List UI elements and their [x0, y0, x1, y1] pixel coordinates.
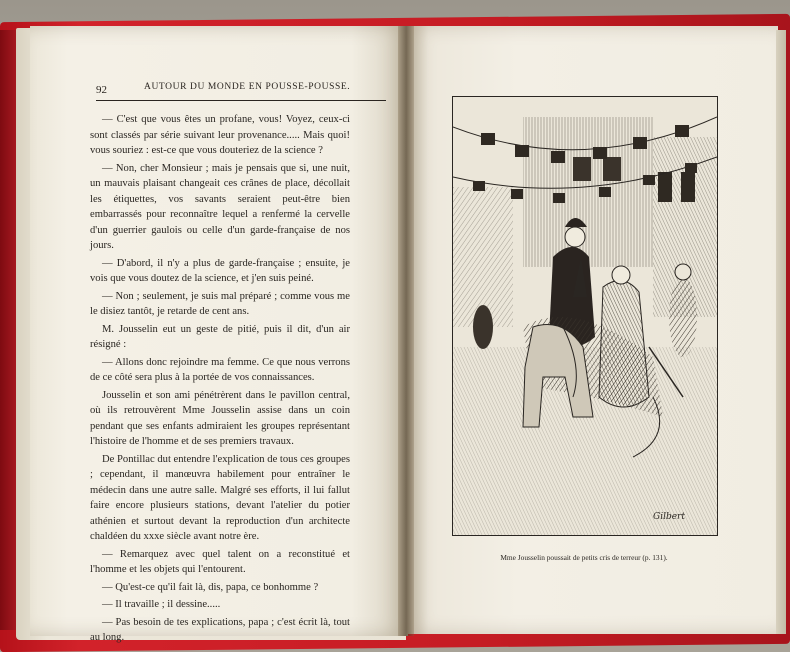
paragraph: — Qu'est-ce qu'il fait là, dis, papa, ce bonhomme ? [102, 581, 319, 593]
paragraph: — Pas besoin de tes explications, papa ; c'est écrit là, tout au long. [90, 616, 350, 643]
paragraph: M. Jousselin eut un geste de pitié, puis il dit, d'un air résigné : [90, 323, 350, 350]
book-gutter [398, 26, 414, 636]
page-edge [776, 30, 786, 634]
paragraph: — Non, cher Monsieur ; mais je pensais que si, une nuit, un mauvais plaisant changeait ces crânes de place, décollait les étiquettes, vos savants seraient peut-être bien embarrassés pour reconnaître lequel a renfermé la cervelle d'un guerrier gaulois ou celle d'un garde-française de nos jours. [90, 162, 350, 251]
paragraph: — Allons donc rejoindre ma femme. Ce que nous verrons de ce côté sera plus à la portée de vos connaissances. [90, 356, 350, 383]
page-header [96, 78, 386, 101]
paragraph: — Il travaille ; il dessine..... [102, 599, 221, 610]
page-number: 92 [96, 84, 107, 96]
paragraph: — Non ; seulement, je suis mal préparé ; comme vous me le disiez tantôt, je retarde de cent ans. [90, 290, 350, 317]
paragraph: De Pontillac dut entendre l'explication de tous ces groupes ; cependant, il manœuvra habilement pour entraîner le médecin dans une autre salle. Malgré ses efforts, il lui fallut faire encore plusieurs stations, devant l'atelier du potier athénien et surtout devant la reproduction d'un architecte chaldéen du xxxe siècle avant notre ère. [90, 453, 350, 542]
paragraph: — Remarquez avec quel talent on a reconstitué et l'homme et les objets qui l'entourent. [90, 548, 350, 575]
paragraph: — C'est que vous êtes un profane, vous! Voyez, ceux-ci sont classés par série suivant leur provenance..... Mais quoi! vous souriez : est-ce que vous douteriez de la science ? [90, 114, 350, 156]
body-text [90, 112, 350, 646]
illustration-caption: Mme Jousselin poussait de petits cris de terreur (p. 131). [500, 553, 668, 562]
engraving-svg [453, 97, 717, 535]
svg-text:Gilbert: Gilbert [653, 512, 685, 522]
engraving-illustration [452, 96, 718, 536]
running-head: AUTOUR DU MONDE EN POUSSE-POUSSE. [144, 82, 351, 92]
paragraph: Jousselin et son ami pénétrèrent dans le pavillon central, où ils retrouvèrent Mme Jousselin assise dans un coin pendant que ses enfants admiraient les groupes représentant l'histoire de l'homme et de ses premiers travaux. [90, 389, 350, 447]
paragraph: — D'abord, il n'y a plus de garde-française ; ensuite, je vois que vous doutez de la science, et j'en suis peiné. [90, 257, 350, 284]
